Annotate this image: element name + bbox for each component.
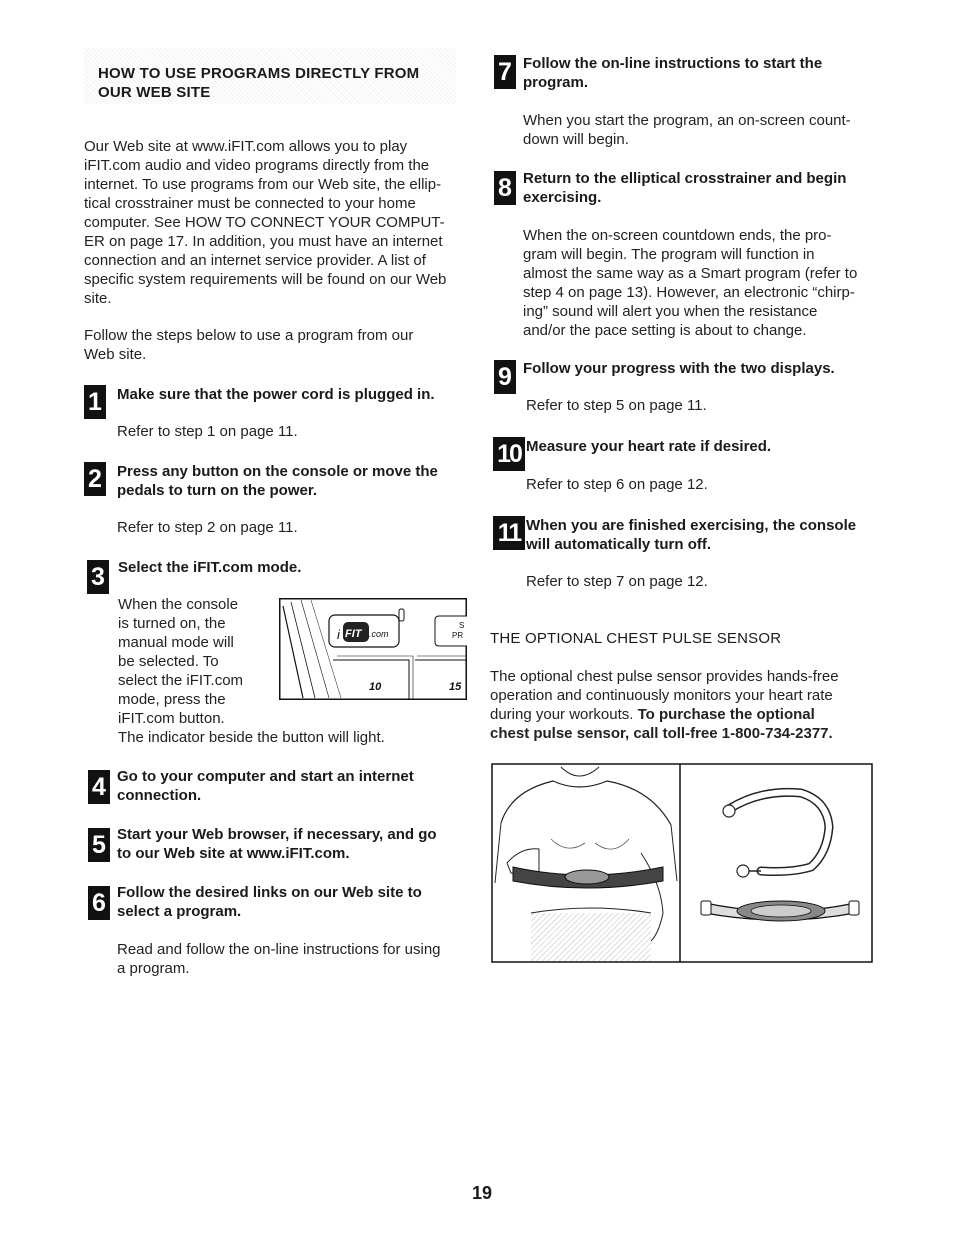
side-label-bottom: PR — [452, 631, 464, 640]
follow-line: Follow the steps below to use a program from our — [84, 327, 414, 344]
intro-line: Our Web site at www.iFIT.com allows you to play — [84, 138, 408, 155]
step-title-line: Make sure that the power cord is plugged in. — [117, 386, 435, 403]
step-text-line: When you start the program, an on-screen count- — [523, 112, 851, 129]
step-title-line: will automatically turn off. — [526, 536, 712, 553]
intro-line: specific system requirements will be found on our Web — [84, 271, 447, 288]
step-text-line: down will begin. — [523, 131, 629, 148]
step-5-badge: 5 — [88, 828, 110, 862]
step-6-text — [117, 940, 441, 978]
step-text-line: almost the same way as a Smart program (refer to — [523, 265, 858, 282]
chest-sensor-illustration-svg — [491, 763, 873, 963]
step-text-line: is turned on, the — [118, 615, 226, 632]
intro-line: computer. See HOW TO CONNECT YOUR COMPUT- — [84, 214, 445, 231]
step-title-line: Follow the desired links on our Web site to — [117, 884, 422, 901]
indicator-light — [399, 609, 404, 621]
step-text-line: mode, press the — [118, 691, 226, 708]
purchase-line2: chest pulse sensor, call toll-free 1-800-734-2377. — [490, 725, 833, 742]
step-text-line: Refer to step 7 on page 12. — [526, 573, 708, 590]
step-text-line: gram will begin. The program will function in — [523, 246, 815, 263]
follow-line: Web site. — [84, 346, 147, 363]
logo-fit-text: FIT — [345, 628, 362, 640]
step-text-line: When the on-screen countdown ends, the pro- — [523, 227, 832, 244]
step-11-text — [526, 572, 708, 591]
step-title-line: Go to your computer and start an internet — [117, 768, 414, 785]
step-3-title — [118, 558, 301, 577]
step-text-line: manual mode will — [118, 634, 234, 651]
step-title-line: program. — [523, 74, 589, 91]
section-title-line2: OUR WEB SITE — [98, 84, 211, 101]
logo-i-text: i — [337, 627, 340, 642]
step-text-line: Refer to step 6 on page 12. — [526, 476, 708, 493]
intro-line: site. — [84, 290, 112, 307]
step-title-line: to our Web site at www.iFIT.com. — [117, 845, 350, 862]
step-9-title — [523, 359, 835, 378]
step-4-title — [117, 767, 414, 805]
step-title-line: Start your Web browser, if necessary, and go — [117, 826, 437, 843]
chest-sensor-line-text: during your workouts. — [490, 706, 634, 723]
intro-line: ER on page 17. In addition, you must have an internet — [84, 233, 443, 250]
step-2-text — [117, 518, 298, 537]
key-10-label: 10 — [369, 681, 382, 693]
step-10-text — [526, 475, 708, 494]
step-6-badge: 6 — [88, 886, 110, 920]
step-text-line: Refer to step 5 on page 11. — [526, 397, 707, 414]
page-number: 19 — [472, 1183, 493, 1203]
intro-line: internet. To use programs from our Web site, the ellip- — [84, 176, 442, 193]
console-illustration — [279, 598, 467, 700]
chest-sensor-line — [490, 724, 890, 743]
step-title-line: Measure your heart rate if desired. — [526, 438, 772, 455]
logo-com-text: .com — [369, 629, 389, 639]
step-text-line: Read and follow the on-line instructions for using — [117, 941, 441, 958]
step-title-line: Return to the elliptical crosstrainer and begin — [523, 170, 847, 187]
section-title-line1: HOW TO USE PROGRAMS DIRECTLY FROM — [98, 65, 420, 82]
step-text-line: a program. — [117, 960, 190, 977]
step-9-text — [526, 396, 707, 415]
step-title-line: Follow the on-line instructions to start the — [523, 55, 823, 72]
step-10-title — [526, 437, 771, 456]
intro-paragraph — [84, 137, 479, 308]
step-10-badge: 10 — [493, 437, 525, 471]
step-title-line: connection. — [117, 787, 202, 804]
key-15-label: 15 — [449, 681, 462, 693]
chest-sensor-title: THE OPTIONAL CHEST PULSE SENSOR — [490, 630, 782, 647]
step-8-text — [523, 226, 857, 340]
step-1-badge: 1 — [84, 385, 106, 419]
step-3-badge: 3 — [87, 560, 109, 594]
step-title-line: Select the iFIT.com mode. — [118, 559, 302, 576]
step-4-badge: 4 — [88, 770, 110, 804]
step-text-line: and/or the pace setting is about to change. — [523, 322, 807, 339]
chest-sensor-line — [490, 705, 890, 724]
step-text-line: iFIT.com button. — [118, 710, 225, 727]
step-text-line: Refer to step 2 on page 11. — [117, 519, 298, 536]
step-7-title — [523, 54, 822, 92]
step-1-text — [117, 422, 298, 441]
step-text-line: be selected. To — [118, 653, 219, 670]
step-1-title — [117, 385, 435, 404]
step-8-badge: 8 — [494, 171, 516, 205]
step-title-line: exercising. — [523, 189, 602, 206]
chest-sensor-line: The optional chest pulse sensor provides hands-free — [490, 668, 839, 685]
step-title-line: select a program. — [117, 903, 242, 920]
step-9-badge: 9 — [494, 360, 516, 394]
intro-line: iFIT.com audio and video programs directly from the — [84, 157, 430, 174]
step-2-title — [117, 462, 438, 500]
step-11-title — [526, 516, 856, 554]
chest-sensor-line: operation and continuously monitors your heart rate — [490, 687, 833, 704]
purchase-line1: To purchase the optional — [637, 706, 815, 723]
step-text-line: select the iFIT.com — [118, 672, 244, 689]
step-11-badge: 11 — [493, 516, 525, 550]
intro-line: connection and an internet service provider. A list of — [84, 252, 426, 269]
step-6-title — [117, 883, 422, 921]
step-text-line: ing” sound will alert you when the resistance — [523, 303, 818, 320]
step-7-text — [523, 111, 851, 149]
step-text-line: Refer to step 1 on page 11. — [117, 423, 298, 440]
step-7-badge: 7 — [494, 55, 516, 89]
step-title-line: Follow your progress with the two displays. — [523, 360, 835, 377]
chest-sensor-paragraph — [490, 667, 890, 743]
step-title-line: Press any button on the console or move the — [117, 463, 438, 480]
step-text-line: The indicator beside the button will light. — [118, 729, 385, 746]
step-2-badge: 2 — [84, 462, 106, 496]
intro-line: tical crosstrainer must be connected to your home — [84, 195, 416, 212]
follow-steps-paragraph — [84, 326, 479, 364]
step-title-line: pedals to turn on the power. — [117, 482, 318, 499]
step-text-line: When the console — [118, 596, 239, 613]
console-illustration-svg — [279, 598, 467, 700]
step-text-line: step 4 on page 13). However, an electronic “chirp- — [523, 284, 855, 301]
step-title-line: When you are finished exercising, the console — [526, 517, 857, 534]
side-label-top: S — [459, 621, 465, 630]
step-5-title — [117, 825, 437, 863]
step-8-title — [523, 169, 846, 207]
chest-sensor-illustration — [491, 763, 873, 963]
